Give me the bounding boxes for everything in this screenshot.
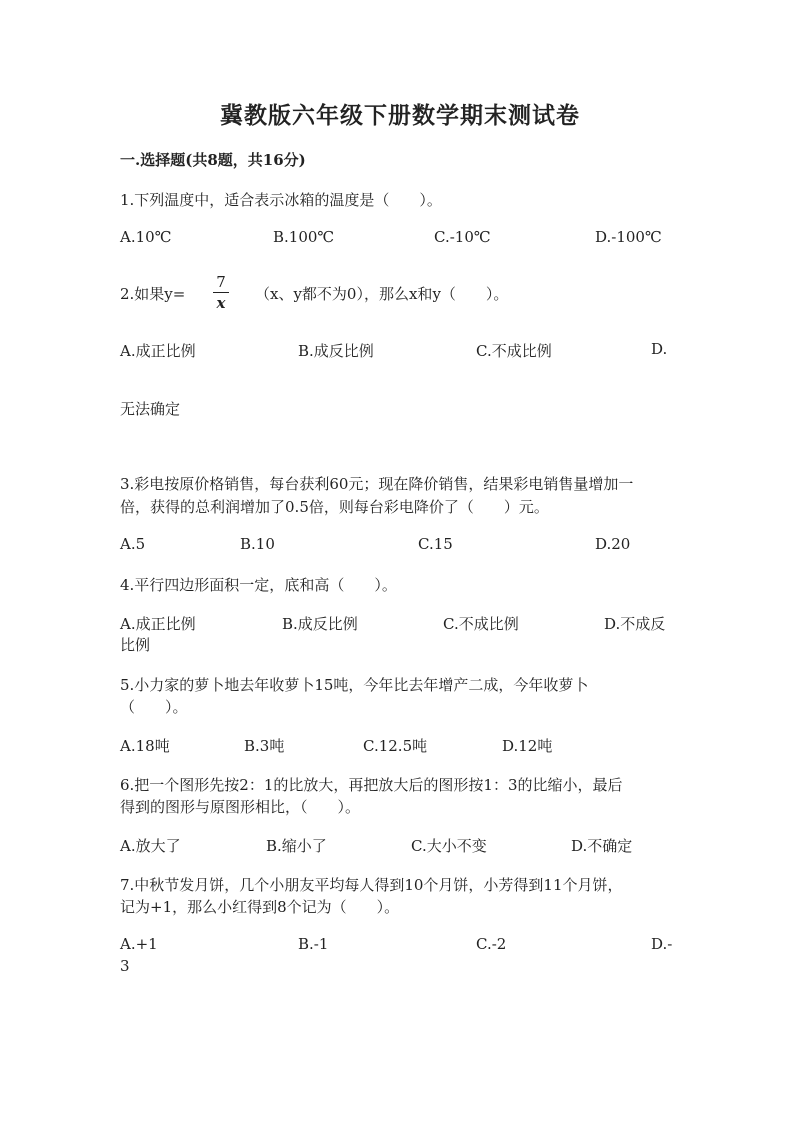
question-7-option-d: D.- [651,935,673,953]
question-3-option-b: B.10 [240,535,275,553]
question-4-stem: 4.平行四边形面积一定，底和高（ ）。 [120,576,397,594]
question-1-stem: 1.下列温度中，适合表示冰箱的温度是（ ）。 [120,191,442,209]
question-1-option-d: D.-100℃ [595,228,662,246]
question-2-option-d-continued: 无法确定 [120,400,181,418]
question-3-option-d: D.20 [595,535,631,553]
fraction-numerator: 7 [216,273,226,291]
question-7-option-a: A.+1 [120,935,158,953]
fraction-7-over-x [213,274,229,311]
question-5-stem-line-2: （ ）。 [120,698,188,716]
question-4-option-b: B.成反比例 [282,615,358,633]
question-2-option-a: A.成正比例 [120,342,196,360]
question-1-option-c: C.-10℃ [434,228,491,246]
question-4-option-c: C.不成比例 [443,615,519,633]
fraction-denominator: x [216,294,226,312]
question-7-option-d-continued: 3 [120,957,130,975]
question-6-option-a: A.放大了 [120,837,181,855]
question-7-stem-line-1: 7.中秋节发月饼，几个小朋友平均每人得到10个月饼，小芳得到11个月饼， [120,876,623,894]
question-5-option-d: D.12吨 [502,737,553,755]
question-6-option-d: D.不确定 [571,837,633,855]
question-2-option-d: D. [651,340,668,358]
question-6-stem-line-1: 6.把一个图形先按2：1的比放大，再把放大后的图形按1：3的比缩小，最后 [120,776,623,794]
question-3-stem-line-2: 倍，获得的总利润增加了0.5倍，则每台彩电降价了（ ）元。 [120,498,549,516]
question-4-option-d-continued: 比例 [120,636,151,654]
question-5-option-c: C.12.5吨 [363,737,428,755]
section-heading: 一.选择题(共8题，共16分) [120,151,306,169]
question-2-stem-start: 2.如果y= [120,285,186,303]
question-6-option-c: C.大小不变 [411,837,487,855]
question-2-option-b: B.成反比例 [298,342,374,360]
question-6-stem-line-2: 得到的图形与原图形相比，（ ）。 [120,798,361,816]
question-6-option-b: B.缩小了 [266,837,327,855]
question-1-option-b: B.100℃ [273,228,335,246]
question-3-stem-line-1: 3.彩电按原价格销售，每台获利60元；现在降价销售，结果彩电销售量增加一 [120,475,634,493]
question-7-stem-line-2: 记为+1，那么小红得到8个记为（ ）。 [120,898,400,916]
question-2-option-c: C.不成比例 [476,342,552,360]
question-5-option-a: A.18吨 [120,737,170,755]
page-title: 冀教版六年级下册数学期末测试卷 [220,102,580,129]
question-2-stem-end: （x、y都不为0），那么x和y（ ）。 [255,285,509,303]
question-7-option-b: B.-1 [298,935,329,953]
question-5-option-b: B.3吨 [244,737,285,755]
question-3-option-a: A.5 [120,535,146,553]
question-1-option-a: A.10℃ [120,228,172,246]
question-7-option-c: C.-2 [476,935,507,953]
fraction-bar [213,292,229,293]
question-4-option-a: A.成正比例 [120,615,196,633]
question-3-option-c: C.15 [418,535,453,553]
question-4-option-d: D.不成反 [604,615,666,633]
question-5-stem-line-1: 5.小力家的萝卜地去年收萝卜15吨，今年比去年增产二成，今年收萝卜 [120,676,589,694]
